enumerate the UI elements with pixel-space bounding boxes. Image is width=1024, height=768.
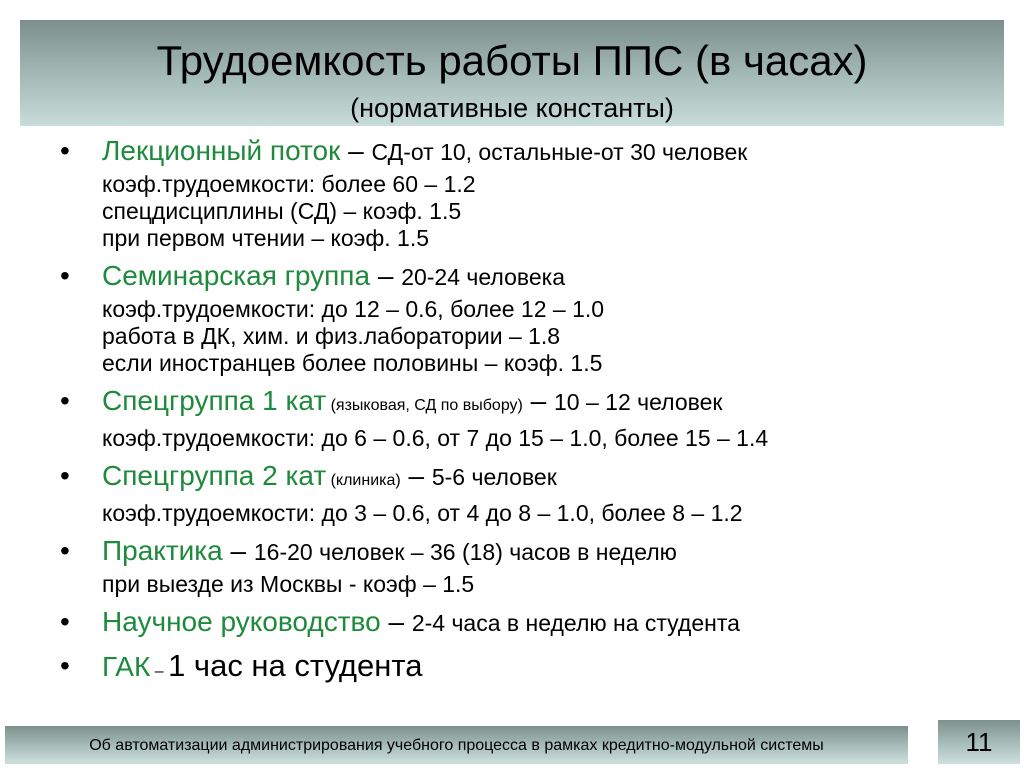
item-subline: коэф.трудоемкости: до 12 – 0.6, более 12 – 1.0 bbox=[102, 296, 605, 322]
list-item-seminar-group bbox=[60, 257, 1010, 377]
list-item-special-group-2 bbox=[60, 457, 1010, 527]
item-note: (языковая, СД по выбору) bbox=[326, 397, 523, 414]
bullet-icon: • bbox=[60, 135, 70, 166]
bullet-icon: • bbox=[60, 260, 70, 291]
bullet-icon: • bbox=[60, 460, 70, 491]
bullet-icon: • bbox=[60, 606, 70, 637]
item-subline: при первом чтении – коэф. 1.5 bbox=[102, 225, 430, 251]
item-detail: 20-24 человека bbox=[401, 264, 565, 290]
item-dash: – bbox=[150, 663, 169, 680]
item-detail: 1 час на студента bbox=[168, 648, 423, 683]
bullet-icon: • bbox=[60, 650, 70, 681]
item-subline: если иностранцев более половины – коэф. 1.5 bbox=[102, 350, 603, 376]
list-item-special-group-1 bbox=[60, 382, 1010, 452]
item-subline: спецдисциплины (СД) – коэф. 1.5 bbox=[102, 198, 462, 224]
page-number-box bbox=[938, 720, 1020, 764]
item-subline: коэф.трудоемкости: до 3 – 0.6, от 4 до 8 – 1.0, более 8 – 1.2 bbox=[102, 500, 743, 526]
item-heading: Лекционный поток bbox=[102, 135, 341, 166]
item-heading: Спецгруппа 2 кат bbox=[102, 460, 327, 491]
item-dash: – bbox=[340, 135, 372, 166]
title-bar bbox=[20, 20, 1004, 126]
item-detail: 10 – 12 человек bbox=[554, 389, 723, 415]
item-dash: – bbox=[400, 460, 432, 491]
list-item-lecture-stream bbox=[60, 132, 1010, 252]
list-item-practice bbox=[60, 532, 1010, 598]
item-dash: – bbox=[380, 606, 412, 637]
item-subline: при выезде из Москвы - коэф – 1.5 bbox=[102, 571, 475, 597]
item-heading: Спецгруппа 1 кат bbox=[102, 385, 327, 416]
item-heading: ГАК bbox=[102, 651, 151, 682]
item-heading: Семинарская группа bbox=[102, 260, 371, 291]
item-dash: – bbox=[370, 260, 402, 291]
list-item-gak bbox=[60, 647, 1010, 691]
item-detail: 16-20 человек – 36 (18) часов в неделю bbox=[253, 539, 677, 565]
bullet-list bbox=[60, 132, 1010, 696]
item-detail: 2-4 часа в неделю на студента bbox=[411, 610, 740, 636]
item-heading: Практика bbox=[102, 535, 223, 566]
item-dash: – bbox=[522, 385, 555, 416]
list-item-research-supervision bbox=[60, 603, 1010, 642]
slide-title: Трудоемкость работы ППС (в часах) bbox=[156, 37, 868, 84]
item-subline: коэф.трудоемкости: до 6 – 0.6, от 7 до 15 – 1.0, более 15 – 1.4 bbox=[102, 425, 769, 451]
item-subline: работа в ДК, хим. и физ.лаборатории – 1.8 bbox=[102, 323, 561, 349]
item-detail: 5-6 человек bbox=[431, 464, 557, 490]
item-detail: СД-от 10, остальные-от 30 человек bbox=[371, 139, 748, 165]
item-dash: – bbox=[222, 535, 254, 566]
item-heading: Научное руководство bbox=[102, 606, 381, 637]
slide-subtitle: (нормативные константы) bbox=[350, 93, 674, 123]
footer-bar bbox=[5, 726, 908, 764]
item-note: (клиника) bbox=[326, 472, 401, 489]
bullet-icon: • bbox=[60, 535, 70, 566]
bullet-icon: • bbox=[60, 385, 70, 416]
footer-text: Об автоматизации администрирования учебного процесса в рамках кредитно-модульной системы bbox=[89, 737, 824, 754]
page-number: 11 bbox=[965, 727, 993, 757]
item-subline: коэф.трудоемкости: более 60 – 1.2 bbox=[102, 171, 476, 197]
